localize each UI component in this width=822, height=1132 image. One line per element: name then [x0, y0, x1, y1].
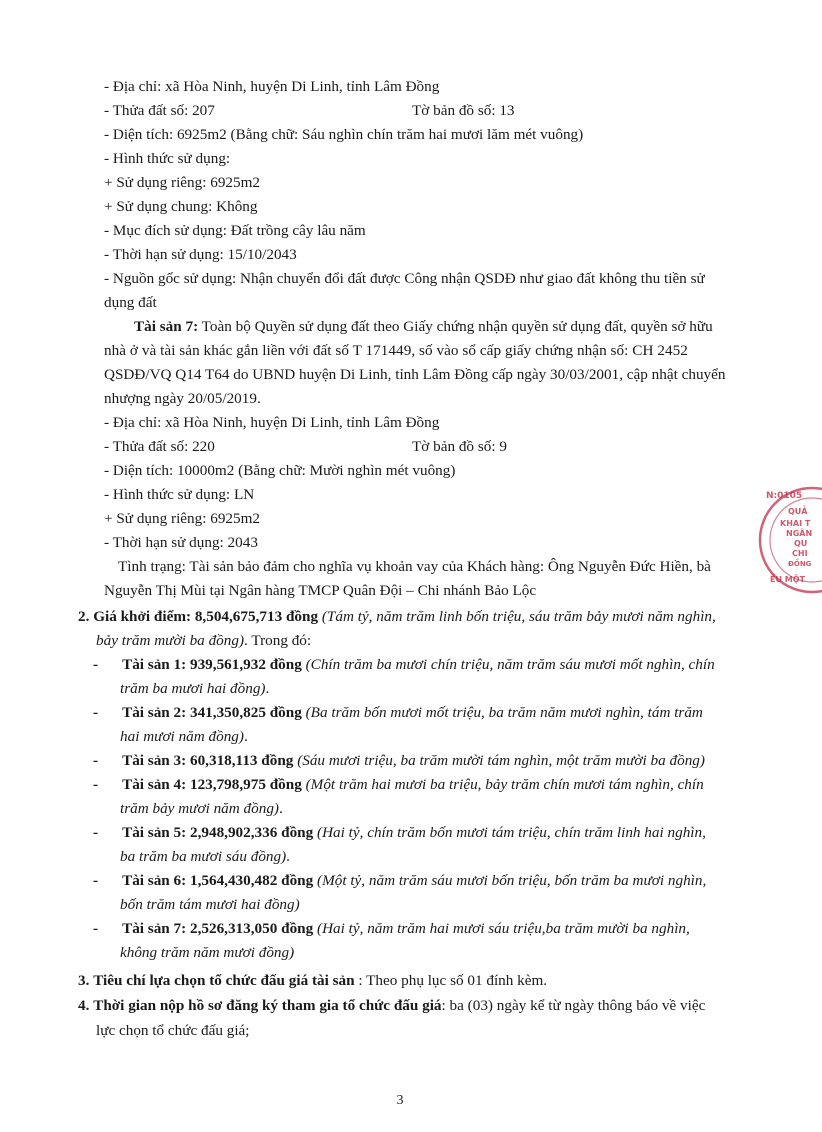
asset-price-item-cont	[120, 943, 294, 963]
asset-price-item-cont	[120, 847, 290, 867]
stamp-text-fragment: CHI	[792, 549, 808, 558]
asset-price-tail: .	[243, 728, 248, 745]
area-line: - Diện tích: 6925m2 (Bằng chữ: Sáu nghìn chín trăm hai mươi lăm mét vuông)	[104, 126, 584, 143]
asset7-usage-form: - Hình thức sử dụng: LN	[104, 486, 255, 503]
starting-price-line2	[96, 631, 311, 651]
asset7-area: - Diện tích: 10000m2 (Bằng chữ: Mười nghìn mét vuông)	[104, 462, 456, 479]
bullet-dash: -	[93, 656, 99, 673]
map-sheet-number: Tờ bản đồ số: 13	[412, 102, 515, 119]
stamp-text-fragment: N:0105	[766, 491, 803, 501]
starting-price-words1: (Tám tỷ, năm trăm linh bốn triệu, sáu trăm bảy mươi năm nghìn,	[318, 608, 716, 625]
bullet-dash: -	[93, 824, 99, 841]
asset-price-tail: .	[265, 680, 270, 697]
asset7-address: - Địa chỉ: xã Hòa Ninh, huyện Di Linh, tỉnh Lâm Đồng	[104, 414, 440, 431]
selection-criteria-text: : Theo phụ lục số 01 đính kèm.	[354, 972, 548, 989]
asset-price-words-cont: hai mươi năm đồng)	[120, 728, 244, 745]
bullet-dash: -	[93, 920, 99, 937]
starting-price-label: Giá khởi điểm: 8,504,675,713 đồng	[93, 608, 319, 625]
item4-number: 4.	[78, 997, 90, 1014]
bullet-dash: -	[93, 752, 99, 769]
submission-time-label: Thời gian nộp hồ sơ đăng ký tham gia tổ chức đấu giá	[93, 997, 442, 1014]
asset-price-label: Tài sản 1: 939,561,932 đồng	[122, 656, 302, 673]
asset-price-label: Tài sản 3: 60,318,113 đồng	[122, 752, 294, 769]
asset-price-item	[93, 919, 690, 939]
bullet-dash: -	[93, 704, 99, 721]
asset-price-words-cont: bốn trăm tám mươi hai đồng)	[120, 896, 300, 913]
asset-price-words-cont: không trăm năm mươi đồng)	[120, 944, 295, 961]
item3-number: 3.	[78, 972, 90, 989]
asset7-para-line4: nhượng ngày 20/05/2019.	[104, 390, 261, 407]
asset-price-words: (Ba trăm bốn mươi mốt triệu, ba trăm năm mươi nghìn, tám trăm	[301, 704, 703, 721]
asset-price-label: Tài sản 4: 123,798,975 đồng	[122, 776, 302, 793]
stamp-text-fragment: QU	[794, 539, 808, 548]
usage-form-line: - Hình thức sử dụng:	[104, 150, 231, 167]
asset-price-item	[93, 823, 706, 843]
asset-price-words-cont: ba trăm ba mươi sáu đồng)	[120, 848, 287, 865]
asset-price-item-cont	[120, 727, 248, 747]
stamp-text-fragment: ĐỒNG	[788, 560, 812, 568]
asset-price-item-cont	[120, 895, 300, 915]
common-use-line: + Sử dụng chung: Không	[104, 198, 258, 215]
private-use-line: + Sử dụng riêng: 6925m2	[104, 174, 261, 191]
bullet-dash: -	[93, 776, 99, 793]
asset-price-words-cont: trăm ba mươi hai đồng)	[120, 680, 266, 697]
asset-price-words: (Một trăm hai mươi ba triệu, bảy trăm chín mươi tám nghìn, chín	[301, 776, 704, 793]
asset-price-item	[93, 703, 703, 723]
asset-price-label: Tài sản 2: 341,350,825 đồng	[122, 704, 302, 721]
asset7-para-line3: QSDĐ/VQ Q14 T64 do UBND huyện Di Linh, tỉnh Lâm Đồng cấp ngày 30/03/2001, cập nhật chuyển	[104, 366, 726, 383]
stamp-text-fragment: QUẢ	[788, 507, 808, 516]
page-number: 3	[396, 1093, 404, 1108]
parcel-number: - Thửa đất số: 207	[104, 102, 215, 119]
asset7-term: - Thời hạn sử dụng: 2043	[104, 534, 258, 551]
selection-criteria-line	[78, 971, 547, 991]
asset-price-words: (Sáu mươi triệu, ba trăm mười tám nghìn, một trăm mười ba đồng)	[293, 752, 705, 769]
red-stamp-seal	[752, 470, 822, 610]
asset-price-words-cont: trăm bảy mươi năm đồng)	[120, 800, 279, 817]
asset-price-item	[93, 871, 706, 891]
origin-line-cont: dụng đất	[104, 294, 157, 311]
stamp-text-fragment: NGÂN	[786, 529, 813, 538]
purpose-line: - Mục đích sử dụng: Đất trồng cây lâu năm	[104, 222, 366, 239]
asset7-label: Tài sản 7:	[134, 318, 199, 335]
asset-price-item	[93, 751, 705, 771]
asset-price-tail: .	[278, 800, 283, 817]
term-line: - Thời hạn sử dụng: 15/10/2043	[104, 246, 297, 263]
asset7-private-use: + Sử dụng riêng: 6925m2	[104, 510, 261, 527]
asset-price-tail: .	[286, 848, 290, 865]
submission-time-line1	[78, 996, 705, 1016]
stamp-text-fragment: ỀU MỘT	[770, 575, 805, 584]
asset7-status-line2: Nguyễn Thị Mùi tại Ngân hàng TMCP Quân Đội – Chi nhánh Bảo Lộc	[104, 582, 537, 599]
starting-price-words2: bảy trăm mười ba đồng)	[96, 632, 245, 649]
asset-price-words: (Một tỷ, năm trăm sáu mươi bốn triệu, bốn trăm ba mươi nghìn,	[313, 872, 707, 889]
asset-price-item-cont	[120, 799, 283, 819]
submission-time-line2: lực chọn tổ chức đấu giá;	[96, 1022, 250, 1039]
asset7-map-sheet: Tờ bản đồ số: 9	[412, 438, 507, 455]
asset-price-words: (Hai tỷ, chín trăm bốn mươi tám triệu, chín trăm linh hai nghìn,	[313, 824, 706, 841]
asset-price-item	[93, 655, 715, 675]
asset-price-label: Tài sản 5: 2,948,902,336 đồng	[122, 824, 314, 841]
bullet-dash: -	[93, 872, 99, 889]
stamp-text-fragment: KHAI T	[780, 519, 811, 528]
starting-price-line1	[78, 607, 716, 627]
asset-price-item	[93, 775, 704, 795]
asset-price-words: (Hai tỷ, năm trăm hai mươi sáu triệu,ba trăm mười ba nghìn,	[313, 920, 690, 937]
submission-time-text: : ba (03) ngày kể từ ngày thông báo về việc	[441, 997, 706, 1014]
asset7-parcel-number: - Thửa đất số: 220	[104, 438, 215, 455]
asset7-parcel-line	[104, 437, 704, 457]
asset-price-label: Tài sản 7: 2,526,313,050 đồng	[122, 920, 314, 937]
item2-number: 2.	[78, 608, 90, 625]
asset-price-words: (Chín trăm ba mươi chín triệu, năm trăm sáu mươi mốt nghìn, chín	[301, 656, 715, 673]
parcel-line	[104, 101, 704, 121]
selection-criteria-label: Tiêu chí lựa chọn tổ chức đấu giá tài sản	[93, 972, 355, 989]
asset7-text1: Toàn bộ Quyền sử dụng đất theo Giấy chứng nhận quyền sử dụng đất, quyền sở hữu	[198, 318, 713, 335]
asset-price-item-cont	[120, 679, 269, 699]
asset7-para-line2: nhà ở và tài sản khác gắn liền với đất số T 171449, số vào sổ cấp giấy chứng nhận số: CH 2452	[104, 342, 688, 359]
address-line: - Địa chỉ: xã Hòa Ninh, huyện Di Linh, tỉnh Lâm Đồng	[104, 78, 440, 95]
asset7-status-line1: Tình trạng: Tài sản bảo đảm cho nghĩa vụ khoản vay của Khách hàng: Ông Nguyễn Đức Hiền, bà	[118, 558, 711, 575]
asset-price-label: Tài sản 6: 1,564,430,482 đồng	[122, 872, 314, 889]
asset7-para-line1	[134, 317, 713, 337]
starting-price-tail: . Trong đó:	[244, 632, 312, 649]
origin-line: - Nguồn gốc sử dụng: Nhận chuyển đổi đất được Công nhận QSDĐ như giao đất không thu tiền sử	[104, 270, 705, 287]
